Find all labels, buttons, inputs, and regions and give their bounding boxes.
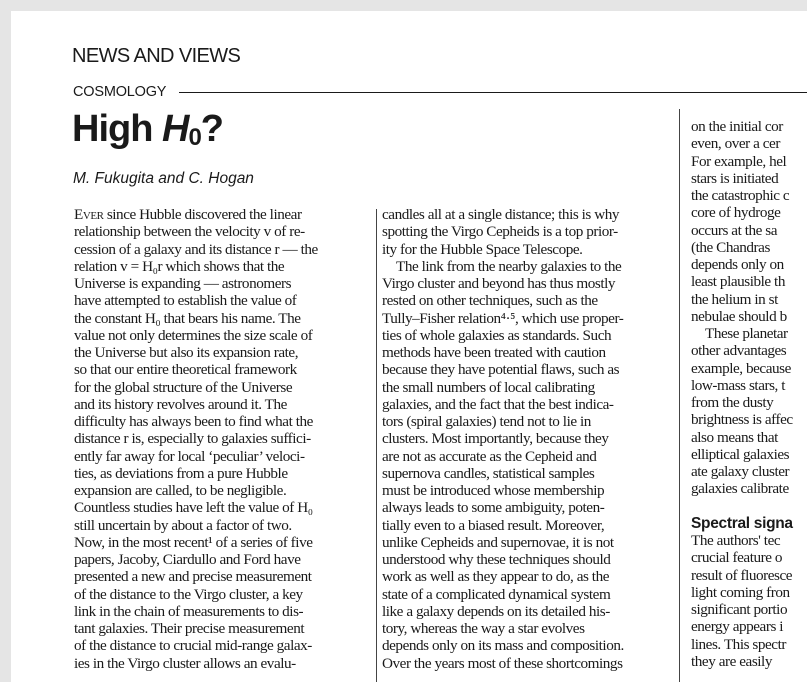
text-line: crucial feature o [691, 549, 783, 567]
text-line: rested on other techniques, such as the [382, 292, 598, 310]
body-column-3 [691, 118, 807, 682]
subsection-label: COSMOLOGY [73, 84, 167, 100]
text-line: ies in the Virgo cluster allows an evalu- [74, 654, 296, 672]
headline-subscript: 0 [188, 124, 201, 151]
text-line: like a galaxy depends on its detailed his- [382, 602, 610, 620]
text-line: depends only on [691, 256, 784, 273]
text-line: Ever since Hubble discovered the linear [74, 206, 302, 223]
text-line: cession of a galaxy and its distance r — the [74, 240, 318, 258]
text-line: candles all at a single distance; this is why [382, 206, 620, 223]
text-line: brightness is affec [691, 411, 793, 429]
text-line: value not only determines the size scale of [74, 326, 313, 344]
text-line: galaxies calibrate [691, 480, 789, 498]
text-line: Virgo cluster and beyond has thus mostly [382, 275, 616, 292]
text-line: These planetar [705, 325, 788, 342]
headline-variable: H [161, 108, 189, 150]
text-line: Countless studies have left the value of H₀ [74, 499, 313, 517]
text-line: from the dusty [691, 394, 774, 411]
text-line: result of fluoresce [691, 566, 793, 584]
text-line: for the global structure of the Universe [74, 378, 293, 396]
text-line: the constant H₀ that bears his name. The [74, 309, 301, 327]
text-line: methods have been treated with caution [382, 344, 606, 361]
text-line: expansion are called, to be negligible. [74, 482, 287, 499]
column-3-paragraphs [691, 118, 807, 498]
text-line: core of hydroge [691, 204, 781, 222]
text-line: presented a new and precise measurement [74, 568, 312, 586]
text-line: unlike Cepheids and supernovae, it is not [382, 533, 614, 551]
text-line: Now, in the most recent¹ of a series of five [74, 533, 313, 551]
text-line: so that our entire theoretical framework [74, 361, 297, 379]
text-line: ate galaxy cluster [691, 463, 790, 480]
text-line: spotting the Virgo Cepheids is a top prior- [382, 223, 618, 241]
section-gap [691, 498, 807, 515]
headline-suffix: ? [200, 108, 224, 150]
text-line: they are easily [691, 652, 772, 670]
text-line: example, because [691, 359, 791, 377]
text-line: difficulty has always been to find what the [74, 413, 313, 430]
text-line: have attempted to establish the value of [74, 292, 297, 310]
article-page [11, 11, 807, 682]
text-line: least plausible th [691, 273, 785, 291]
text-line: nebulae should b [691, 307, 787, 325]
text-line: occurs at the sa [691, 221, 777, 239]
text-line: papers, Jacoby, Ciardullo and Ford have [74, 551, 301, 568]
body-column-1 [74, 206, 370, 682]
text-line: For example, hel [691, 152, 787, 170]
text-line: and its history revolves around it. The [74, 395, 287, 413]
text-line: of the distance to the Virgo cluster, a key [74, 585, 303, 603]
text-line: significant portio [691, 601, 788, 618]
text-line: Over the years most of these shortcomings [382, 654, 623, 672]
text-line: the catastrophic c [691, 187, 790, 204]
text-line: must be introduced whose membership [382, 482, 605, 499]
text-line: stars is initiated [691, 169, 779, 187]
text-line: elliptical galaxies [691, 445, 790, 463]
text-line: the small numbers of local calibrating [382, 378, 595, 396]
text-line: the helium in st [691, 290, 778, 308]
scan-border-left [0, 11, 11, 682]
text-line: ently far away for local ‘peculiar’ veloci- [74, 447, 305, 465]
scan-border-top [0, 0, 807, 11]
column-divider-2 [679, 109, 680, 682]
text-line: even, over a cer [691, 135, 780, 153]
text-line: are not as accurate as the Cepheid and [382, 447, 597, 465]
text-line: ties of whole galaxies as standards. Such [382, 326, 612, 344]
header-rule [179, 92, 807, 93]
headline [72, 109, 223, 151]
text-line: tors (spiral galaxies) tend not to lie in [382, 413, 591, 430]
text-line: state of a complicated dynamical system [382, 585, 611, 603]
text-line: (the Chandras [691, 238, 770, 256]
text-line: tant galaxies. Their precise measurement [74, 620, 305, 637]
text-line: the Universe but also its expansion rate, [74, 344, 299, 361]
text-line: understood why these techniques should [382, 551, 611, 568]
text-line: on the initial cor [691, 118, 783, 135]
text-line: low-mass stars, t [691, 376, 786, 394]
text-line: tially even to a biased result. Moreover, [382, 516, 605, 534]
text-line: lines. This spectr [691, 635, 786, 653]
byline: M. Fukugita and C. Hogan [73, 170, 254, 187]
text-line: The link from the nearby galaxies to the [396, 257, 622, 275]
headline-prefix: High [72, 108, 162, 150]
text-line: always leads to some ambiguity, poten- [382, 499, 605, 517]
section-title: NEWS AND VIEWS [72, 45, 241, 67]
text-line: ties, as deviations from a pure Hubble [74, 464, 288, 482]
dropcap-word: Ever [74, 206, 104, 223]
text-line: galaxies, and the fact that the best indica- [382, 395, 614, 413]
body-column-2 [382, 206, 676, 682]
text-line: light coming fron [691, 583, 790, 601]
text-line: relationship between the velocity v of re- [74, 223, 305, 241]
text-line: Tully–Fisher relation⁴·⁵, which use proper- [382, 309, 624, 327]
text-line: also means that [691, 428, 778, 446]
text-line: work as well as they appear to do, as the [382, 568, 610, 586]
text-line: tory, whereas the way a star evolves [382, 620, 585, 637]
text-line: clusters. Most importantly, because they [382, 430, 609, 448]
text-line: supernova candles, statistical samples [382, 464, 595, 482]
text-line: ity for the Hubble Space Telescope. [382, 240, 583, 258]
text-line: relation v = H₀r which shows that the [74, 257, 285, 275]
text-line: depends only on its mass and composition. [382, 637, 624, 655]
text-line: still uncertain by about a factor of two. [74, 516, 292, 534]
text-line: The authors' tec [691, 532, 781, 549]
column-3-continued [691, 532, 807, 670]
text-line: other advantages [691, 342, 787, 360]
column-divider-1 [376, 209, 377, 682]
text-line: link in the chain of measurements to dis- [74, 602, 304, 620]
text-line: distance r is, especially to galaxies suffici- [74, 430, 311, 448]
subheading-spectral: Spectral signa [691, 514, 793, 532]
text-line: of the distance to crucial mid-range galax- [74, 637, 312, 655]
text-line: energy appears i [691, 618, 784, 636]
text-line: because they have potential flaws, such as [382, 361, 620, 379]
text-line: Universe is expanding — astronomers [74, 275, 292, 292]
